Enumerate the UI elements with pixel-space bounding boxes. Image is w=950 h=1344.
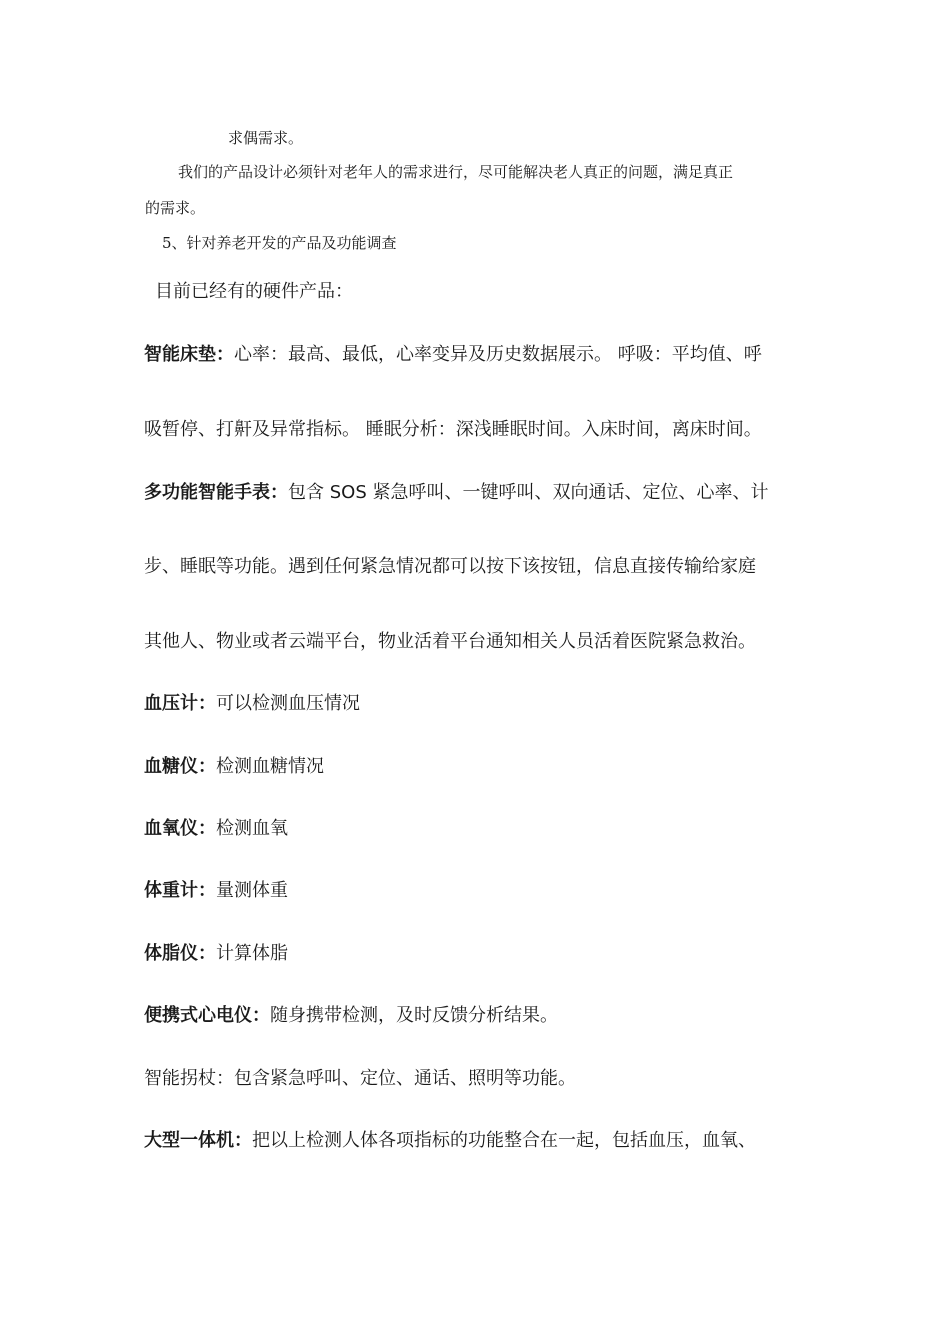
product-desc: 随身携带检测，及时反馈分析结果。 <box>270 1005 558 1026</box>
product-label: 血压计： <box>144 693 216 714</box>
subheading: 目前已经有的硬件产品： <box>155 281 353 302</box>
product-desc-line: 其他人、物业或者云端平台，物业活着平台通知相关人员活着医院紧急救治。 <box>144 631 756 652</box>
section-heading: 5、针对养老开发的产品及功能调查 <box>162 234 397 252</box>
product-kiosk <box>144 1132 756 1150</box>
product-scale <box>144 882 288 900</box>
text-line: 求偶需求。 <box>228 129 304 147</box>
product-desc: 检测血糖情况 <box>216 756 324 777</box>
paragraph-line: 我们的产品设计必须针对老年人的需求进行，尽可能解决老人真正的问题，满足真正 <box>178 163 734 181</box>
product-body-fat-meter <box>144 945 288 963</box>
product-mattress <box>144 346 762 364</box>
product-desc: 包含 SOS 紧急呼叫、一键呼叫、双向通话、定位、心率、计 <box>288 482 769 503</box>
product-ecg <box>144 1007 558 1025</box>
product-cane: 智能拐杖：包含紧急呼叫、定位、通话、照明等功能。 <box>144 1068 576 1089</box>
product-label: 体脂仪： <box>144 943 216 964</box>
product-desc: 把以上检测人体各项指标的功能整合在一起，包括血压，血氧、 <box>252 1130 756 1151</box>
product-desc: 心率：最高、最低，心率变异及历史数据展示。 呼吸：平均值、呼 <box>234 344 762 365</box>
product-desc: 检测血氧 <box>216 818 288 839</box>
product-glucose-meter <box>144 758 324 776</box>
product-label: 大型一体机： <box>144 1130 252 1151</box>
paragraph-line: 的需求。 <box>145 199 206 217</box>
product-desc: 量测体重 <box>216 880 288 901</box>
product-desc-line: 步、睡眠等功能。遇到任何紧急情况都可以按下该按钮，信息直接传输给家庭 <box>144 556 756 577</box>
product-desc-line: 吸暂停、打鼾及异常指标。 睡眠分析：深浅睡眠时间。入床时间，离床时间。 <box>144 419 762 440</box>
product-oximeter <box>144 820 288 838</box>
product-bp-meter <box>144 695 360 713</box>
product-desc: 可以检测血压情况 <box>216 693 360 714</box>
product-label: 体重计： <box>144 880 216 901</box>
product-label: 血糖仪： <box>144 756 216 777</box>
product-desc: 计算体脂 <box>216 943 288 964</box>
product-label: 多功能智能手表： <box>144 482 288 503</box>
product-label: 血氧仪： <box>144 818 216 839</box>
product-label: 便携式心电仪： <box>144 1005 270 1026</box>
product-label: 智能床垫： <box>144 344 234 365</box>
product-watch <box>144 484 768 502</box>
